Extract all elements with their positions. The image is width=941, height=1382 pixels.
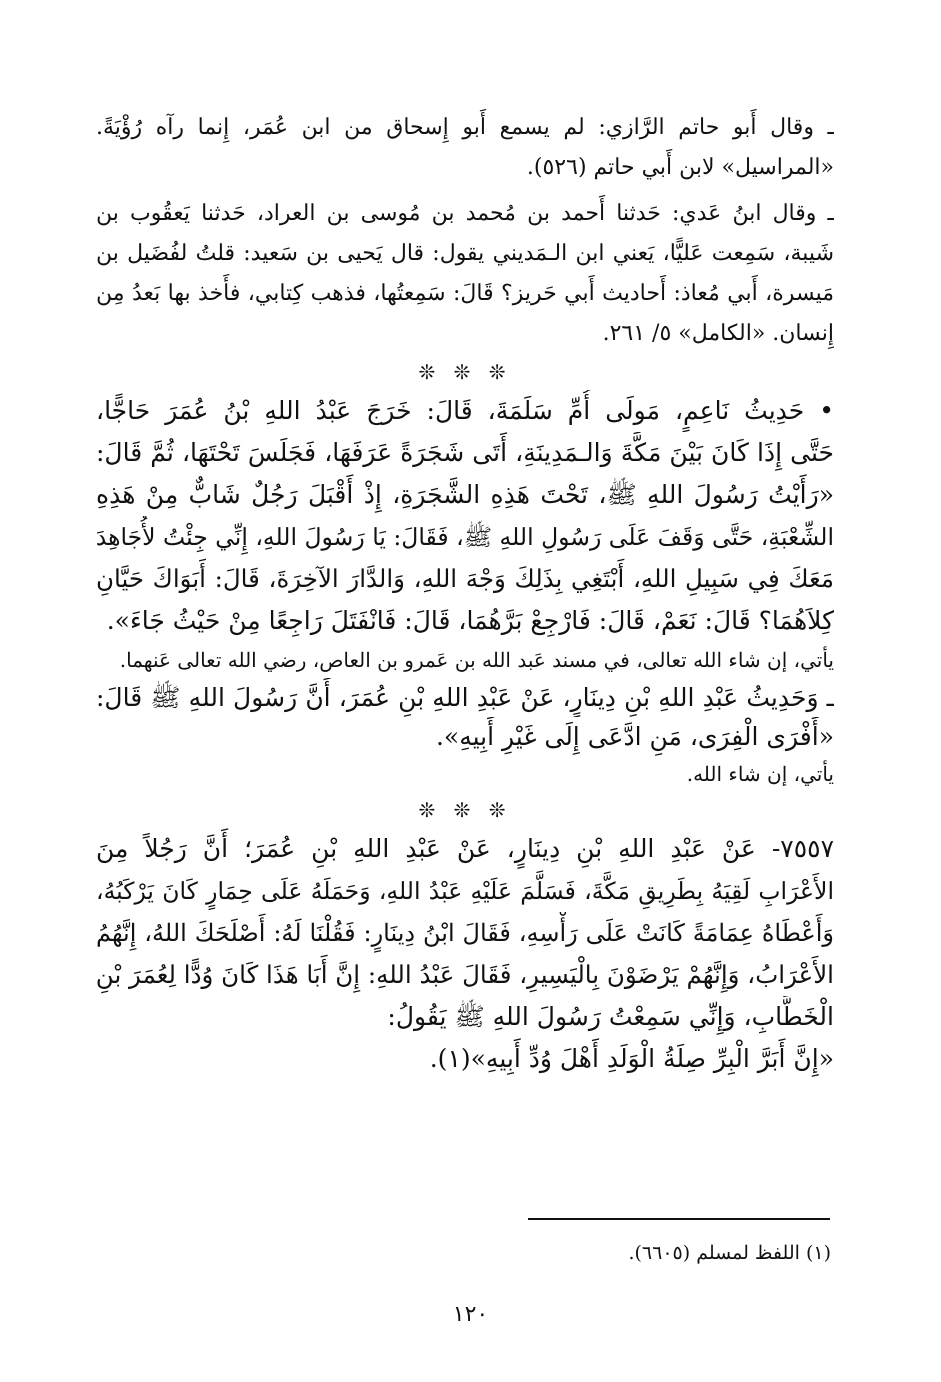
text-line: • حَدِيثُ نَاعِمٍ، مَولَى أُمِّ سَلَمَةَ، قَالَ: خَرَجَ عَبْدُ اللهِ بْنُ عُمَرَ حَاجًّا، <box>96 396 834 425</box>
text-line: الشِّعْبَةِ، حَتَّى وَقَفَ عَلَى رَسُولِ اللهِ ﷺ، فَقَالَ: يَا رَسُولَ اللهِ، إِنِّي جِئْتُ لأُجَاهِدَ <box>96 523 834 551</box>
footnote-divider <box>528 1218 830 1220</box>
footnote: (١) اللفظ لمسلم (٦٦٠٥). <box>628 1242 831 1264</box>
text-line: وَأَعْطَاهُ عِمَامَةً كَانَتْ عَلَى رَأْسِهِ، فَقَالَ ابْنُ دِينَارٍ: فَقُلْنَا لَهُ: أَصْلَحَكَ اللهُ، إِنَّهُمُ <box>96 919 834 947</box>
text-line: ـ وقال أَبو حاتم الرَّازي: لم يسمع أَبو إِسحاق من ابن عُمَر، إِنما رآه رُؤْيَةً. <box>96 115 834 140</box>
text-line: حَتَّى إِذَا كَانَ بَيْنَ مَكَّةَ وَالـمَدِينَةِ، أَتَى شَجَرَةً عَرَفَهَا، فَجَلَسَ تَحْتَهَا، ثُمَّ قَالَ: <box>96 438 834 467</box>
cross-reference-note <box>96 756 834 792</box>
text-line: الأَعْرَابِ لَقِيَهُ بِطَرِيقِ مَكَّةَ، فَسَلَّمَ عَلَيْهِ عَبْدُ اللهِ، وَحَمَلَهُ عَلَى حِمَارٍ كَانَ يَرْكَبُهُ، <box>96 877 834 905</box>
text-line: ـ وقال ابنُ عَدي: حَدثنا أَحمد بن مُحمد بن مُوسى بن العراد، حَدثنا يَعقُوب بن <box>96 201 834 226</box>
page-body <box>96 108 834 1080</box>
text-line: يأتي، إن شاء الله تعالى، في مسند عَبد الله بن عَمرو بن العاص، رضي الله تعالى عَنهما. <box>119 648 834 672</box>
text-line: يأتي، إن شاء الله. <box>686 762 834 786</box>
text-line: كِلاَهُمَا؟ قَالَ: نَعَمْ، قَالَ: فَارْجِعْ بَرَّهُمَا، قَالَ: فَانْفَتَلَ رَاجِعًا مِنْ حَيْثُ جَاءَ». <box>106 606 834 635</box>
hadith-7557 <box>96 828 834 1080</box>
text-line: ٧٥٥٧- عَنْ عَبْدِ اللهِ بْنِ دِينَارٍ، عَنْ عَبْدِ اللهِ بْنِ عُمَرَ؛ أَنَّ رَجُلاً مِنَ <box>96 834 834 863</box>
section-separator: ❊ ❊ ❊ <box>418 360 512 384</box>
text-line: «أَفْرَى الْفِرَى، مَنِ ادَّعَى إِلَى غَيْرِ أَبِيهِ». <box>435 722 834 751</box>
text-line: مَعَكَ فِي سَبِيلِ اللهِ، أَبْتَغِي بِذَلِكَ وَجْهَ اللهِ، وَالدَّارَ الآخِرَةَ، قَالَ: أَبَوَاكَ حَيَّانِ <box>96 564 834 593</box>
text-line: ـ وَحَدِيثُ عَبْدِ اللهِ بْنِ دِينَارٍ، عَنْ عَبْدِ اللهِ بْنِ عُمَرَ، أَنَّ رَسُولَ اللهِ ﷺ قَالَ: <box>96 683 834 712</box>
cross-reference-note <box>96 642 834 678</box>
text-line: إِنسان. «الكامل» ٥/ ٢٦١. <box>602 321 834 346</box>
text-line: «إِنَّ أَبَرَّ الْبِرِّ صِلَةُ الْوَلَدِ أَهْلَ وُدِّ أَبِيهِ»(١). <box>429 1044 834 1073</box>
text-line: الْخَطَّابِ، وَإِنِّي سَمِعْتُ رَسُولَ اللهِ ﷺ يَقُولُ: <box>387 1002 834 1031</box>
text-line: شَيبة، سَمِعت عَليًّا، يَعني ابن الـمَديني يقول: قال يَحيى بن سَعيد: قلتُ لفُضَيل بن <box>96 241 834 266</box>
section-separator: ❊ ❊ ❊ <box>418 798 512 822</box>
hadith-ibn-dinar <box>96 678 834 756</box>
text-line: «المراسيل» لابن أَبي حاتم (٥٢٦). <box>526 155 834 180</box>
paragraph-ibn-adi <box>96 194 834 354</box>
hadith-naim <box>96 390 834 642</box>
paragraph-abu-hatim <box>96 108 834 188</box>
text-line: الأَعْرَابُ، وَإِنَّهُمْ يَرْضَوْنَ بِالْيَسِيرِ، فَقَالَ عَبْدُ اللهِ: إِنَّ أَبَا هَذَا كَانَ وُدًّا لِعُمَرَ بْنِ <box>96 960 834 989</box>
page-number: ١٢٠ <box>452 1302 489 1327</box>
text-line: مَيسرة، أَبي مُعاذ: أَحاديث أَبي حَريز؟ قَالَ: سَمِعتُها، فذهب كِتابي، فأَخذ بها بَعدُ مِن <box>96 281 834 306</box>
text-line: «رَأَيْتُ رَسُولَ اللهِ ﷺ، تَحْتَ هَذِهِ الشَّجَرَةِ، إِذْ أَقْبَلَ رَجُلٌ شَابٌّ مِنْ هَذِهِ <box>96 480 834 509</box>
